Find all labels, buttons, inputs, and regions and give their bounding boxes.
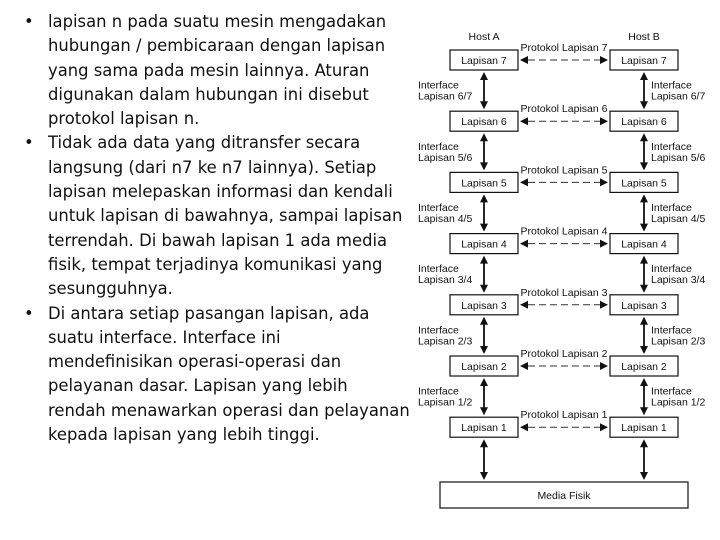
host-a-interface-word: Interface (418, 140, 459, 153)
host-a-interface-label: Lapisan 2/3 (418, 335, 473, 348)
protocol-label: Protokol Lapisan 6 (520, 103, 608, 116)
host-b-layer-label: Lapisan 3 (621, 299, 667, 312)
arrow-head-left (520, 56, 528, 64)
arrow-head-up (640, 439, 648, 447)
arrow-head-right (600, 423, 608, 431)
arrow-head-up (640, 72, 648, 80)
arrow-head-down (640, 346, 648, 354)
host-b-layer-label: Lapisan 6 (621, 116, 667, 129)
arrow-head-up (480, 72, 488, 80)
bullet-item: • Tidak ada data yang ditransfer secara langsung (dari n7 ke n7 lainnya). Setiap lapisan melepaskan informasi dan kendali untuk lapisan di bawahnya, sampai lapisan terrendah. Di bawah lapisan 1 ada media fisik, tempat terjadinya komunikasi yang sesungguhnya. (22, 131, 410, 301)
host-b-interface-label: Lapisan 3/4 (651, 274, 706, 287)
arrow-head-up (640, 317, 648, 325)
host-b-interface-label: Lapisan 5/6 (651, 151, 706, 164)
host-a-label: Host A (468, 31, 500, 43)
arrow-head-down (640, 285, 648, 293)
arrow-head-up (640, 194, 648, 202)
host-a-interface-label: Lapisan 1/2 (418, 396, 473, 409)
host-a-layer-label: Lapisan 5 (461, 177, 507, 190)
host-b-interface-word: Interface (651, 324, 692, 337)
arrow-head-down (480, 285, 488, 293)
host-b-layer-label: Lapisan 2 (621, 361, 667, 373)
host-a-layer-label: Lapisan 6 (461, 116, 507, 129)
arrow-head-up (480, 194, 488, 202)
host-a-interface-word: Interface (418, 202, 459, 214)
host-a-layer-label: Lapisan 4 (461, 238, 507, 251)
host-b-interface-label: Lapisan 2/3 (651, 335, 706, 348)
host-b-interface-label: Lapisan 4/5 (651, 213, 706, 225)
arrow-head-left (520, 178, 528, 186)
protocol-label: Protokol Lapisan 5 (520, 164, 608, 177)
host-a-interface-label: Lapisan 6/7 (418, 90, 473, 103)
arrow-head-up (480, 133, 488, 141)
host-a-interface-word: Interface (418, 79, 459, 92)
arrow-head-up (480, 439, 488, 447)
arrow-head-right (600, 240, 608, 248)
arrow-head-up (480, 256, 488, 264)
host-a-layer-label: Lapisan 1 (461, 422, 507, 435)
arrow-head-down (640, 162, 648, 170)
arrow-head-down (640, 224, 648, 232)
host-b-layer-label: Lapisan 5 (621, 177, 667, 190)
host-b-interface-label: Lapisan 1/2 (651, 396, 706, 409)
host-b-layer-label: Lapisan 1 (621, 422, 667, 435)
host-b-interface-word: Interface (651, 385, 692, 398)
host-a-layer-label: Lapisan 3 (461, 299, 507, 312)
host-a-layer-label: Lapisan 7 (461, 55, 507, 67)
bullet-item: • lapisan n pada suatu mesin mengadakan hubungan / pembicaraan dengan lapisan yang sama pada mesin lainnya. Aturan digunakan dalam hubungan ini disebut protokol lapisan n. (22, 10, 410, 131)
arrow-head-right (600, 56, 608, 64)
arrow-head-left (520, 362, 528, 370)
arrow-head-up (640, 378, 648, 386)
arrow-head-down (640, 407, 648, 415)
host-b-layer-label: Lapisan 4 (621, 238, 667, 251)
arrow-head-left (520, 301, 528, 309)
arrow-head-right (600, 362, 608, 370)
host-b-interface-word: Interface (651, 140, 692, 153)
host-b-label: Host B (628, 31, 660, 43)
protocol-label: Protokol Lapisan 4 (520, 225, 608, 238)
host-a-layer-label: Lapisan 2 (461, 361, 507, 373)
arrow-head-left (520, 240, 528, 248)
arrow-head-down (480, 407, 488, 415)
host-a-interface-word: Interface (418, 263, 459, 276)
arrow-head-up (480, 378, 488, 386)
host-a-interface-label: Lapisan 3/4 (418, 274, 473, 287)
osi-layer-diagram (410, 26, 710, 516)
arrow-head-left (520, 423, 528, 431)
arrow-head-down (480, 472, 488, 480)
arrow-head-up (640, 133, 648, 141)
arrow-head-down (480, 101, 488, 109)
arrow-head-right (600, 178, 608, 186)
host-a-interface-word: Interface (418, 324, 459, 337)
host-b-interface-word: Interface (651, 202, 692, 214)
protocol-label: Protokol Lapisan 1 (520, 409, 608, 422)
host-a-interface-label: Lapisan 5/6 (418, 151, 473, 164)
bullet-list (22, 10, 410, 447)
arrow-head-right (600, 301, 608, 309)
arrow-head-up (640, 256, 648, 264)
host-b-layer-label: Lapisan 7 (621, 55, 667, 67)
arrow-head-up (480, 317, 488, 325)
arrow-head-down (480, 162, 488, 170)
host-a-interface-label: Lapisan 4/5 (418, 213, 473, 225)
host-b-interface-word: Interface (651, 79, 692, 92)
host-a-interface-word: Interface (418, 385, 459, 398)
protocol-label: Protokol Lapisan 2 (520, 348, 608, 360)
media-fisik-label: Media Fisik (537, 490, 591, 502)
arrow-head-down (640, 472, 648, 480)
arrow-head-down (640, 101, 648, 109)
host-b-interface-word: Interface (651, 263, 692, 276)
bullet-item: • Di antara setiap pasangan lapisan, ada suatu interface. Interface ini mendefinisikan operasi-operasi dan pelayanan dasar. Lapisan yang lebih rendah menawarkan operasi dan pelayanan kepada lapisan yang lebih tinggi. (22, 302, 410, 448)
arrow-head-right (600, 117, 608, 125)
protocol-label: Protokol Lapisan 3 (520, 286, 608, 299)
host-b-interface-label: Lapisan 6/7 (651, 90, 706, 103)
arrow-head-left (520, 117, 528, 125)
arrow-head-down (480, 224, 488, 232)
arrow-head-down (480, 346, 488, 354)
protocol-label: Protokol Lapisan 7 (520, 42, 608, 54)
